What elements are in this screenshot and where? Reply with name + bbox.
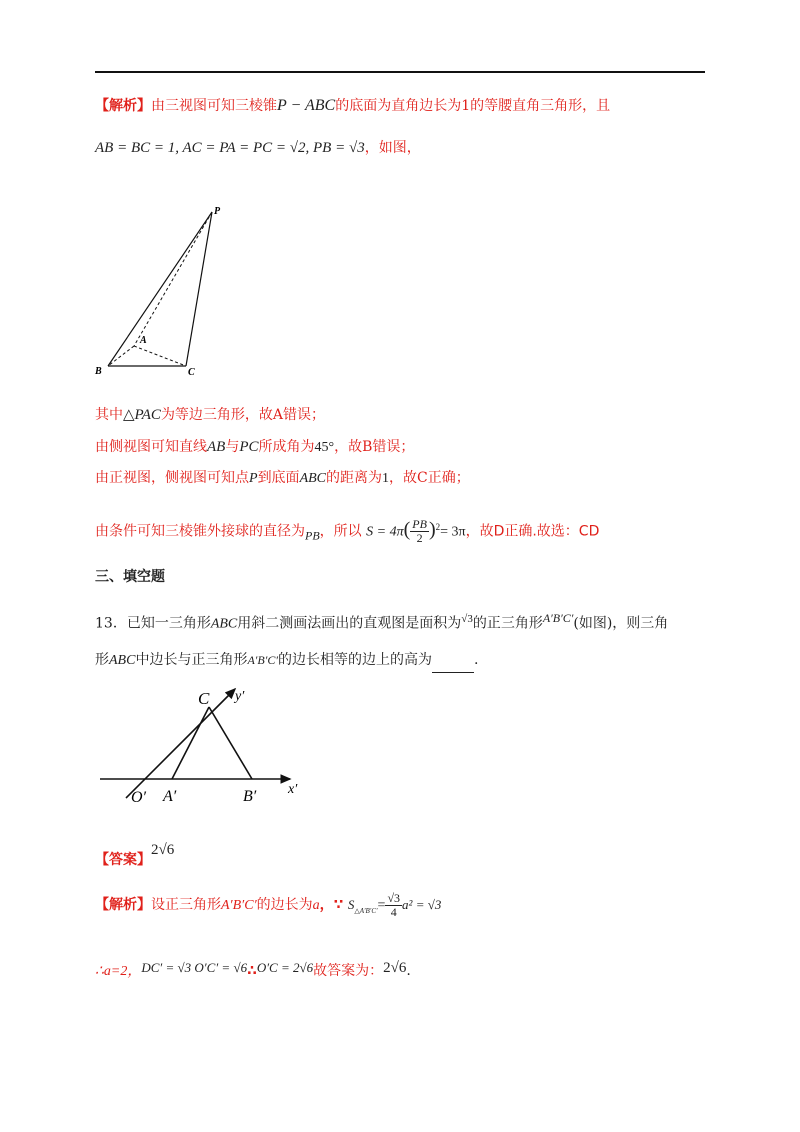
answer-blank[interactable] <box>432 658 474 673</box>
edge-ab <box>108 346 134 366</box>
solution-tag: 【解析】 <box>95 98 151 114</box>
solution1-line2: AB = BC = 1, AC = PA = PC = √2, PB = √3，如图， <box>95 140 421 156</box>
label-o: O′ <box>131 789 147 805</box>
question13-line2: 形ABC中边长与正三角形A′B′C′的边长相等的边上的高为 . <box>95 648 478 673</box>
label-c: C <box>188 367 195 378</box>
label-a2: A′ <box>163 788 177 805</box>
projection-figure <box>95 680 315 805</box>
solution2-line2: ∴a=2，DC′ = √3 O′C′ = √6∴O′C = 2√6故答案为：2√6. <box>95 960 411 979</box>
analysis-a: 其中△PAC为等边三角形，故A错误； <box>95 407 326 423</box>
answer-value: 2√6 <box>151 842 175 858</box>
question13-line1: 13．已知一三角形ABC用斜二测画法画出的直观图是面积为$^{√3}$的正三角形$^{A'B'C'}$(如图)，则三角 <box>95 611 669 632</box>
solution2-line1: 【解析】设正三角形A′B′C′的边长为a，∵ $S_{\triangle A'B'C'}=$ $\frac{√3}{4}$ a² = √3 <box>95 890 442 919</box>
answer-tag: 【答案】 <box>95 852 151 868</box>
label-p: P <box>214 206 221 217</box>
label-c2: C <box>198 689 210 708</box>
pyramid-figure <box>90 200 230 385</box>
top-rule <box>95 71 705 73</box>
side-ac <box>172 707 209 779</box>
edge-ac <box>134 346 186 366</box>
edge-pc <box>186 212 212 366</box>
side-bc <box>209 707 252 779</box>
label-b: B <box>95 366 102 377</box>
pb-over-2: $\frac{PB}{2}$ <box>412 517 427 546</box>
analysis-b: 由侧视图可知直线AB与PC所成角为45°，故B错误； <box>95 439 415 455</box>
label-a: A <box>140 335 147 346</box>
section-title: 三、填空题 <box>95 569 165 585</box>
label-x: x′ <box>288 782 298 797</box>
edge-pb <box>108 212 212 366</box>
analysis-d: 由条件可知三棱锥外接球的直径为PB，所以 S = 4π( $\frac{PB}{2}$ )$^2$= 3π，故D正确.故选：CD <box>95 517 600 546</box>
solution1-line1: 【解析】由三视图可知三棱锥P − ABC的底面为直角边长为1的等腰直角三角形，且 <box>95 97 611 114</box>
label-b2: B′ <box>243 788 257 805</box>
label-y: y′ <box>235 689 245 704</box>
sqrt3-over-4: $\frac{√3}{4}$ <box>387 890 401 919</box>
answer-line <box>95 838 174 872</box>
analysis-c: 由正视图，侧视图可知点P到底面ABC的距离为1，故C正确； <box>95 470 470 486</box>
y-axis <box>126 689 235 798</box>
